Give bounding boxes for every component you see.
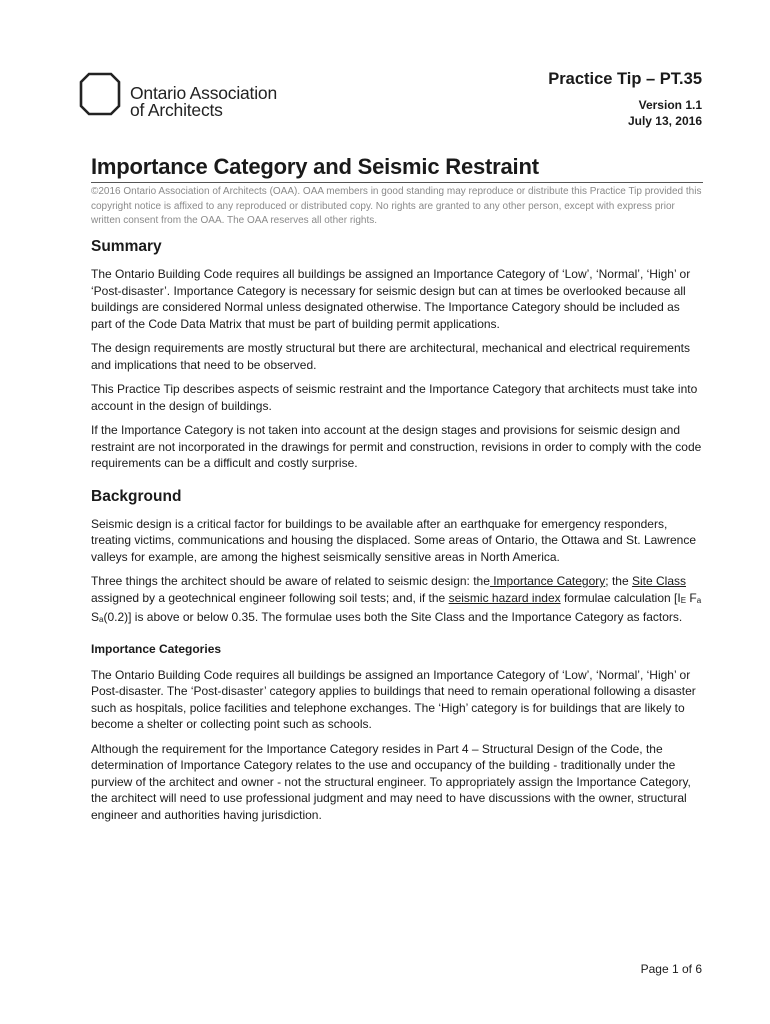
oaa-logo-mark-icon xyxy=(79,72,121,116)
text-run: (0.2)] is above or below 0.35. The formulae uses both the Site Class and the Importance Category as factors. xyxy=(103,610,683,624)
document-meta xyxy=(548,70,702,129)
summary-paragraph-3: This Practice Tip describes aspects of seismic restraint and the Importance Category that architects must take into account in the design of buildings. xyxy=(91,382,698,413)
org-name xyxy=(130,85,277,119)
doc-date: July 13, 2016 xyxy=(627,114,702,128)
text-run: F xyxy=(686,590,697,605)
background-paragraph-2 xyxy=(91,573,703,629)
site-class-link[interactable]: Site Class xyxy=(631,574,686,588)
page-title: Importance Category and Seismic Restraint xyxy=(91,154,539,179)
importance-categories-heading: Importance Categories xyxy=(91,641,222,656)
text-run: Three things the architect should be aware of related to seismic design: the xyxy=(91,574,490,588)
formula-subscript: a xyxy=(99,615,104,624)
background-heading: Background xyxy=(91,487,182,505)
copyright-notice: ©2016 Ontario Association of Architects (OAA). OAA members in good standing may reproduce or distribute this Practice Tip provided this copyright notice is affixed to any reproduced or distributed copy. No rights are granted to any other person, except with express prior written consent from the OAA. The OAA reserves all other rights. xyxy=(91,186,702,226)
title-divider xyxy=(91,182,703,183)
doc-type: Practice Tip – PT.35 xyxy=(548,70,702,88)
summary-heading: Summary xyxy=(91,238,162,255)
oaa-logo xyxy=(79,72,299,122)
text-run: S xyxy=(91,610,100,624)
importance-categories-section xyxy=(91,641,703,824)
org-name-line2: of Architects xyxy=(130,100,223,120)
org-name-line1: Ontario Association xyxy=(130,83,277,103)
importance-categories-paragraph-2: Although the requirement for the Importance Category resides in Part 4 – Structural Design of the Code, the determination of Importance Category relates to the use and occupancy of the building - traditionally under the purview of the architect and owner - not the structural engineer. To appropriately assign the Importance Category, the architect will need to use professional judgment and may need to have discussions with the owner, structural engineer and authorities having jurisdiction. xyxy=(91,741,691,822)
formula-subscript: E xyxy=(680,595,687,605)
document-body xyxy=(91,238,703,831)
importance-categories-paragraph-1: The Ontario Building Code requires all buildings be assigned an Importance Category of ‘Low’, ‘Normal’, ‘High’ or Post-disaster. The ‘Post-disaster’ category applies to buildings that need to remain operational following a disaster such as hospitals, police facilities and telephone exchanges. The ‘High’ category is for buildings that are likely to become a shelter or collecting point such as schools. xyxy=(91,667,696,731)
background-paragraph-1: Seismic design is a critical factor for buildings to be available after an earthquake for emergency responders, treating victims, communications and housing the displaced. Some areas of Ontario, the Ottawa and St. Lawrence valleys for example, are among the highest seismically sensitive areas in North America. xyxy=(91,516,696,564)
summary-section xyxy=(91,238,703,472)
text-run: ; the xyxy=(605,574,632,588)
text-run: assigned by a geotechnical engineer following soil tests; and, if the xyxy=(91,590,449,605)
seismic-hazard-index-link[interactable]: seismic hazard index xyxy=(448,590,561,605)
summary-paragraph-1: The Ontario Building Code requires all buildings be assigned an Importance Category of ‘Low’, ‘Normal’, ‘High’ or ‘Post-disaster’. Importance Category is necessary for seismic design but can at times be overlooked because all buildings are considered Normal unless designated otherwise. The Importance Category should be included as part of the Code Data Matrix that must be part of building permit applications. xyxy=(91,267,691,331)
importance-category-link[interactable]: Importance Category xyxy=(489,574,606,588)
summary-paragraph-2: The design requirements are mostly structural but there are architectural, mechanical and electrical requirements and implications that need to be observed. xyxy=(91,341,690,372)
summary-paragraph-4: If the Importance Category is not taken into account at the design stages and provisions for seismic design and restraint are not incorporated in the drawings for permit and construction, revisions in order to comply with the code requirements can be a difficult and costly surprise. xyxy=(91,423,702,470)
doc-version: Version 1.1 xyxy=(638,98,702,112)
background-section xyxy=(91,488,703,629)
text-run: formulae calculation [I xyxy=(560,590,681,605)
formula-subscript: a xyxy=(696,595,702,605)
page-number: Page 1 of 6 xyxy=(640,962,702,976)
